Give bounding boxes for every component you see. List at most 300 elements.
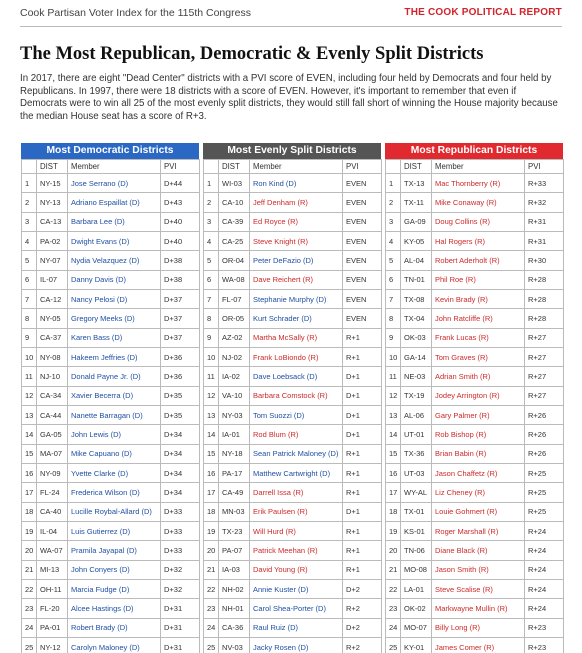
rank-cell: 20 — [204, 541, 219, 560]
pvi-cell: R+26 — [525, 444, 564, 463]
district-cell: NY-08 — [37, 347, 68, 366]
pvi-cell: D+31 — [161, 618, 200, 637]
table-row — [386, 251, 564, 270]
member-cell: Jodey Arrington (R) — [432, 386, 525, 405]
header-member: Member — [250, 160, 343, 174]
member-cell: Carolyn Maloney (D) — [68, 637, 161, 653]
rank-cell: 14 — [204, 425, 219, 444]
district-cell: CA-13 — [37, 212, 68, 231]
table-row — [204, 560, 382, 579]
district-cell: CA-12 — [37, 289, 68, 308]
rank-cell: 9 — [204, 328, 219, 347]
header-dist: DIST — [37, 160, 68, 174]
table-row — [204, 637, 382, 653]
pvi-cell: D+2 — [343, 618, 382, 637]
member-cell: Darrell Issa (R) — [250, 483, 343, 502]
pvi-cell: R+1 — [343, 463, 382, 482]
table-title: Most Republican Districts — [385, 143, 563, 159]
member-cell: Jason Chaffetz (R) — [432, 463, 525, 482]
rank-cell: 5 — [204, 251, 219, 270]
member-cell: Raul Ruiz (D) — [250, 618, 343, 637]
member-cell: Dave Loebsack (D) — [250, 367, 343, 386]
table-row — [22, 579, 200, 598]
evenly-split-table-block — [203, 143, 381, 653]
header-rank — [22, 160, 37, 174]
table-header-row — [386, 160, 564, 174]
table-row — [204, 251, 382, 270]
rank-cell: 18 — [386, 502, 401, 521]
district-cell: CA-25 — [219, 231, 250, 250]
member-cell: James Comer (R) — [432, 637, 525, 653]
table-row — [204, 386, 382, 405]
pvi-cell: R+24 — [525, 560, 564, 579]
rank-cell: 15 — [204, 444, 219, 463]
rank-cell: 13 — [204, 405, 219, 424]
rank-cell: 7 — [386, 289, 401, 308]
header-member: Member — [432, 160, 525, 174]
rank-cell: 13 — [386, 405, 401, 424]
table-row — [22, 174, 200, 193]
district-cell: NH-01 — [219, 599, 250, 618]
publisher-logo-text: THE COOK POLITICAL REPORT — [404, 7, 562, 18]
pvi-cell: D+31 — [161, 599, 200, 618]
header-rank — [386, 160, 401, 174]
pvi-cell: D+2 — [343, 579, 382, 598]
header-dist: DIST — [401, 160, 432, 174]
rank-cell: 4 — [22, 231, 37, 250]
rank-cell: 19 — [204, 521, 219, 540]
district-cell: OK-02 — [401, 599, 432, 618]
pvi-cell: R+1 — [343, 444, 382, 463]
table-row — [22, 289, 200, 308]
pvi-cell: D+38 — [161, 270, 200, 289]
member-cell: Annie Kuster (D) — [250, 579, 343, 598]
table-row — [386, 193, 564, 212]
pvi-cell: D+1 — [343, 502, 382, 521]
district-cell: CA-34 — [37, 386, 68, 405]
member-cell: Mike Conaway (R) — [432, 193, 525, 212]
member-cell: Doug Collins (R) — [432, 212, 525, 231]
table-row — [386, 212, 564, 231]
district-cell: WA-08 — [219, 270, 250, 289]
rank-cell: 21 — [204, 560, 219, 579]
rank-cell: 20 — [386, 541, 401, 560]
member-cell: Kurt Schrader (D) — [250, 309, 343, 328]
pvi-cell: D+40 — [161, 231, 200, 250]
table-row — [22, 618, 200, 637]
table-row — [204, 521, 382, 540]
table-row — [22, 599, 200, 618]
header-member: Member — [68, 160, 161, 174]
member-cell: Barbara Lee (D) — [68, 212, 161, 231]
district-cell: MI-13 — [37, 560, 68, 579]
district-cell: CA-37 — [37, 328, 68, 347]
pvi-cell: R+27 — [525, 328, 564, 347]
district-cell: TX-13 — [401, 174, 432, 193]
pvi-cell: D+35 — [161, 405, 200, 424]
member-cell: Rod Blum (R) — [250, 425, 343, 444]
rank-cell: 21 — [386, 560, 401, 579]
table-row — [204, 289, 382, 308]
member-cell: Diane Black (R) — [432, 541, 525, 560]
pvi-cell: D+31 — [161, 637, 200, 653]
table-row — [22, 463, 200, 482]
header-divider — [20, 26, 562, 27]
pvi-cell: R+31 — [525, 212, 564, 231]
pvi-cell: D+38 — [161, 251, 200, 270]
member-cell: Ed Royce (R) — [250, 212, 343, 231]
header-pvi: PVI — [525, 160, 564, 174]
pvi-cell: D+33 — [161, 521, 200, 540]
rank-cell: 22 — [204, 579, 219, 598]
table-row — [22, 231, 200, 250]
pvi-cell: D+35 — [161, 386, 200, 405]
rank-cell: 12 — [22, 386, 37, 405]
member-cell: Jose Serrano (D) — [68, 174, 161, 193]
member-cell: Mike Capuano (D) — [68, 444, 161, 463]
member-cell: Ron Kind (D) — [250, 174, 343, 193]
table-row — [22, 502, 200, 521]
member-cell: Alcee Hastings (D) — [68, 599, 161, 618]
pvi-cell: R+27 — [525, 347, 564, 366]
district-cell: PA-01 — [37, 618, 68, 637]
rank-cell: 9 — [386, 328, 401, 347]
pvi-cell: D+1 — [343, 405, 382, 424]
table-row — [22, 386, 200, 405]
pvi-cell: R+28 — [525, 309, 564, 328]
table-row — [386, 405, 564, 424]
table-row — [204, 328, 382, 347]
pvi-cell: D+34 — [161, 425, 200, 444]
district-cell: TX-36 — [401, 444, 432, 463]
member-cell: Donald Payne Jr. (D) — [68, 367, 161, 386]
table-row — [204, 444, 382, 463]
table-row — [22, 193, 200, 212]
rank-cell: 19 — [386, 521, 401, 540]
member-cell: Lucille Roybal-Allard (D) — [68, 502, 161, 521]
district-cell: PA-17 — [219, 463, 250, 482]
rank-cell: 4 — [204, 231, 219, 250]
table-row — [386, 637, 564, 653]
pvi-cell: R+23 — [525, 637, 564, 653]
district-cell: NY-12 — [37, 637, 68, 653]
rank-cell: 25 — [22, 637, 37, 653]
member-cell: Louie Gohmert (R) — [432, 502, 525, 521]
district-cell: WI-03 — [219, 174, 250, 193]
table-row — [22, 309, 200, 328]
member-cell: Mac Thornberry (R) — [432, 174, 525, 193]
rank-cell: 18 — [22, 502, 37, 521]
rank-cell: 11 — [204, 367, 219, 386]
pvi-cell: EVEN — [343, 174, 382, 193]
district-cell: TX-08 — [401, 289, 432, 308]
district-cell: NY-15 — [37, 174, 68, 193]
table-row — [22, 328, 200, 347]
pvi-cell: R+25 — [525, 463, 564, 482]
district-cell: OR-05 — [219, 309, 250, 328]
district-cell: AL-06 — [401, 405, 432, 424]
rank-cell: 19 — [22, 521, 37, 540]
member-cell: Jason Smith (R) — [432, 560, 525, 579]
table-row — [204, 347, 382, 366]
table-row — [204, 541, 382, 560]
rank-cell: 23 — [386, 599, 401, 618]
district-cell: OK-03 — [401, 328, 432, 347]
member-cell: Xavier Becerra (D) — [68, 386, 161, 405]
rank-cell: 12 — [386, 386, 401, 405]
district-cell: CA-49 — [219, 483, 250, 502]
district-cell: TX-01 — [401, 502, 432, 521]
table-row — [22, 347, 200, 366]
rank-cell: 20 — [22, 541, 37, 560]
pvi-cell: R+2 — [343, 637, 382, 653]
district-cell: NY-09 — [37, 463, 68, 482]
table-row — [386, 618, 564, 637]
district-cell: OR-04 — [219, 251, 250, 270]
table-row — [22, 444, 200, 463]
pvi-cell: R+30 — [525, 251, 564, 270]
pvi-cell: D+40 — [161, 212, 200, 231]
table-row — [386, 386, 564, 405]
district-cell: TX-04 — [401, 309, 432, 328]
rank-cell: 10 — [22, 347, 37, 366]
rank-cell: 1 — [204, 174, 219, 193]
table-row — [204, 174, 382, 193]
pvi-cell: R+1 — [343, 483, 382, 502]
header-pvi: PVI — [161, 160, 200, 174]
rank-cell: 14 — [22, 425, 37, 444]
member-cell: Karen Bass (D) — [68, 328, 161, 347]
pvi-cell: R+26 — [525, 405, 564, 424]
member-cell: Tom Suozzi (D) — [250, 405, 343, 424]
member-cell: Carol Shea-Porter (D) — [250, 599, 343, 618]
rank-cell: 11 — [22, 367, 37, 386]
pvi-cell: R+24 — [525, 579, 564, 598]
district-cell: NJ-10 — [37, 367, 68, 386]
pvi-cell: R+1 — [343, 521, 382, 540]
table-row — [386, 502, 564, 521]
district-cell: TN-01 — [401, 270, 432, 289]
district-cell: AL-04 — [401, 251, 432, 270]
table-row — [386, 270, 564, 289]
district-cell: NY-05 — [37, 309, 68, 328]
district-cell: LA-01 — [401, 579, 432, 598]
district-cell: GA-14 — [401, 347, 432, 366]
member-cell: Roger Marshall (R) — [432, 521, 525, 540]
district-cell: VA-10 — [219, 386, 250, 405]
rank-cell: 21 — [22, 560, 37, 579]
intro-paragraph: In 2017, there are eight "Dead Center" districts with a PVI score of EVEN, including four held by Democrats and four held by Republicans. In 1997, there were 18 districts with a score of EVEN. However, it's important to remember that even if Democrats were to win all 25 of the most evenly split districts, they would still fall short of winning the House majority because the median House seat has a score of R+3. — [20, 73, 558, 122]
table-row — [204, 231, 382, 250]
member-cell: Dwight Evans (D) — [68, 231, 161, 250]
table-row — [386, 560, 564, 579]
rank-cell: 3 — [204, 212, 219, 231]
header-pvi: PVI — [343, 160, 382, 174]
member-cell: Patrick Meehan (R) — [250, 541, 343, 560]
table-row — [386, 367, 564, 386]
member-cell: John Ratcliffe (R) — [432, 309, 525, 328]
district-cell: TX-23 — [219, 521, 250, 540]
district-cell: NY-07 — [37, 251, 68, 270]
member-cell: Luis Gutierrez (D) — [68, 521, 161, 540]
rank-cell: 1 — [386, 174, 401, 193]
pvi-cell: EVEN — [343, 212, 382, 231]
member-cell: Nanette Barragan (D) — [68, 405, 161, 424]
member-cell: Brian Babin (R) — [432, 444, 525, 463]
table-row — [204, 483, 382, 502]
table-row — [22, 560, 200, 579]
member-cell: John Conyers (D) — [68, 560, 161, 579]
table-row — [22, 637, 200, 653]
rank-cell: 7 — [204, 289, 219, 308]
pvi-cell: D+1 — [343, 425, 382, 444]
district-cell: GA-09 — [401, 212, 432, 231]
pvi-cell: EVEN — [343, 231, 382, 250]
table-row — [204, 502, 382, 521]
table-row — [22, 541, 200, 560]
rank-cell: 23 — [204, 599, 219, 618]
table-row — [22, 483, 200, 502]
district-cell: PA-02 — [37, 231, 68, 250]
district-cell: TN-06 — [401, 541, 432, 560]
rank-cell: 5 — [386, 251, 401, 270]
rank-cell: 15 — [22, 444, 37, 463]
table-row — [22, 405, 200, 424]
pvi-cell: R+23 — [525, 618, 564, 637]
evenly-split-table — [203, 159, 382, 653]
district-cell: GA-05 — [37, 425, 68, 444]
member-cell: David Young (R) — [250, 560, 343, 579]
district-cell: IA-01 — [219, 425, 250, 444]
pvi-cell: R+26 — [525, 425, 564, 444]
pvi-cell: R+24 — [525, 599, 564, 618]
rank-cell: 6 — [386, 270, 401, 289]
rank-cell: 22 — [22, 579, 37, 598]
table-header-row — [22, 160, 200, 174]
rank-cell: 3 — [386, 212, 401, 231]
pvi-cell: R+25 — [525, 483, 564, 502]
pvi-cell: R+25 — [525, 502, 564, 521]
table-row — [204, 367, 382, 386]
table-row — [22, 251, 200, 270]
pvi-cell: EVEN — [343, 289, 382, 308]
member-cell: Erik Paulsen (R) — [250, 502, 343, 521]
table-row — [204, 579, 382, 598]
district-cell: NH-02 — [219, 579, 250, 598]
member-cell: Adrian Smith (R) — [432, 367, 525, 386]
pvi-cell: R+31 — [525, 231, 564, 250]
pvi-cell: EVEN — [343, 193, 382, 212]
pvi-cell: R+27 — [525, 367, 564, 386]
district-cell: KY-05 — [401, 231, 432, 250]
district-cell: IA-02 — [219, 367, 250, 386]
member-cell: Frank Lucas (R) — [432, 328, 525, 347]
district-cell: CA-39 — [219, 212, 250, 231]
district-cell: NE-03 — [401, 367, 432, 386]
table-row — [22, 425, 200, 444]
rank-cell: 16 — [386, 463, 401, 482]
table-row — [204, 212, 382, 231]
member-cell: Nydia Velazquez (D) — [68, 251, 161, 270]
district-cell: FL-24 — [37, 483, 68, 502]
rank-cell: 10 — [386, 347, 401, 366]
rank-cell: 1 — [22, 174, 37, 193]
table-row — [386, 444, 564, 463]
pvi-cell: EVEN — [343, 251, 382, 270]
rank-cell: 6 — [204, 270, 219, 289]
pvi-cell: D+34 — [161, 483, 200, 502]
pvi-cell: D+34 — [161, 463, 200, 482]
rank-cell: 3 — [22, 212, 37, 231]
table-row — [386, 541, 564, 560]
pvi-cell: R+24 — [525, 541, 564, 560]
rank-cell: 12 — [204, 386, 219, 405]
member-cell: Jacky Rosen (D) — [250, 637, 343, 653]
district-cell: CA-40 — [37, 502, 68, 521]
district-cell: IL-04 — [37, 521, 68, 540]
rank-cell: 23 — [22, 599, 37, 618]
pvi-cell: D+36 — [161, 347, 200, 366]
rank-cell: 24 — [386, 618, 401, 637]
district-cell: KY-01 — [401, 637, 432, 653]
table-row — [386, 328, 564, 347]
rank-cell: 16 — [204, 463, 219, 482]
pvi-cell: R+33 — [525, 174, 564, 193]
rank-cell: 17 — [204, 483, 219, 502]
table-row — [386, 425, 564, 444]
table-row — [204, 599, 382, 618]
most-republican-table — [385, 159, 564, 653]
table-row — [386, 289, 564, 308]
table-row — [386, 521, 564, 540]
table-row — [204, 309, 382, 328]
pvi-cell: D+37 — [161, 328, 200, 347]
member-cell: Frank LoBiondo (R) — [250, 347, 343, 366]
district-cell: FL-20 — [37, 599, 68, 618]
member-cell: Danny Davis (D) — [68, 270, 161, 289]
member-cell: Barbara Comstock (R) — [250, 386, 343, 405]
member-cell: Billy Long (R) — [432, 618, 525, 637]
table-row — [204, 405, 382, 424]
most-democratic-table-block — [21, 143, 199, 653]
rank-cell: 25 — [386, 637, 401, 653]
member-cell: Phil Roe (R) — [432, 270, 525, 289]
district-cell: NV-03 — [219, 637, 250, 653]
member-cell: Robert Brady (D) — [68, 618, 161, 637]
district-cell: TX-11 — [401, 193, 432, 212]
pvi-cell: R+1 — [343, 541, 382, 560]
table-row — [22, 270, 200, 289]
pvi-cell: EVEN — [343, 309, 382, 328]
district-cell: CA-44 — [37, 405, 68, 424]
rank-cell: 9 — [22, 328, 37, 347]
district-cell: WY-AL — [401, 483, 432, 502]
report-subtitle: Cook Partisan Voter Index for the 115th Congress — [20, 7, 251, 19]
district-cell: NJ-02 — [219, 347, 250, 366]
table-title: Most Democratic Districts — [21, 143, 199, 159]
member-cell: Yvette Clarke (D) — [68, 463, 161, 482]
rank-cell: 15 — [386, 444, 401, 463]
pvi-cell: D+1 — [343, 367, 382, 386]
district-cell: UT-01 — [401, 425, 432, 444]
member-cell: Gregory Meeks (D) — [68, 309, 161, 328]
member-cell: Marcia Fudge (D) — [68, 579, 161, 598]
district-cell: CA-36 — [219, 618, 250, 637]
pvi-cell: D+36 — [161, 367, 200, 386]
table-row — [386, 347, 564, 366]
rank-cell: 5 — [22, 251, 37, 270]
rank-cell: 14 — [386, 425, 401, 444]
